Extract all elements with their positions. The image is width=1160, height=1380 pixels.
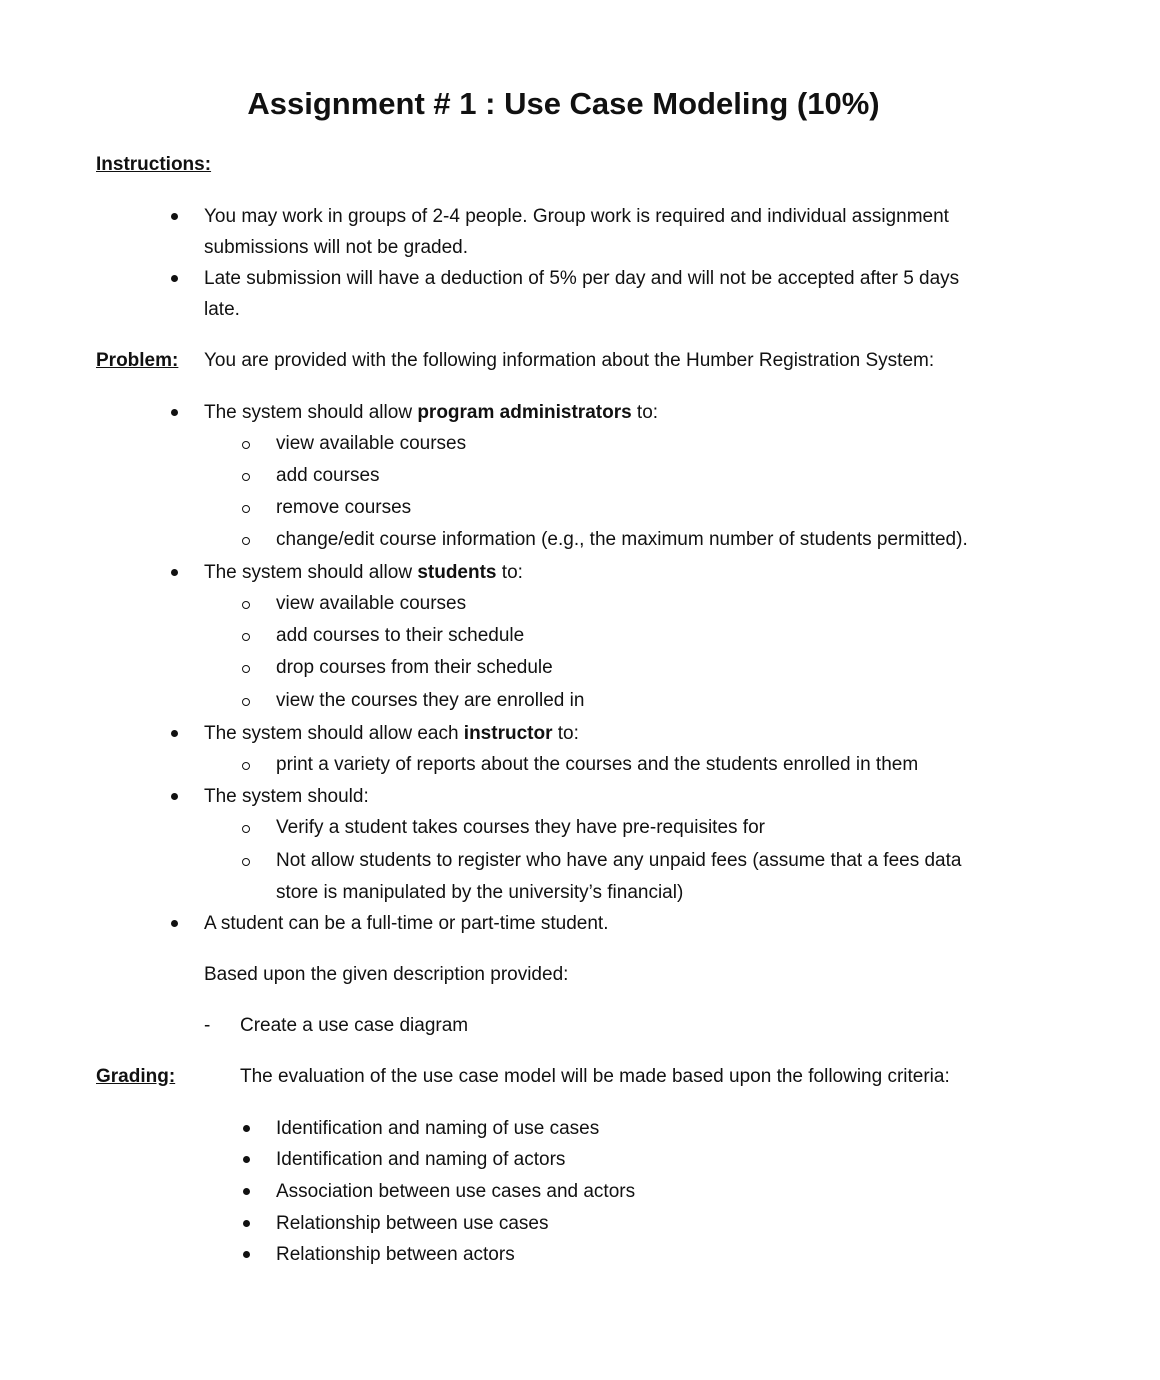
bullet-icon <box>168 205 180 229</box>
requirement-instructor: The system should allow each instructor to: <box>204 723 579 744</box>
instruction-item-1-line-2: submissions will not be graded. <box>204 237 469 258</box>
actor-name: students <box>417 562 497 583</box>
bullet-icon <box>168 912 180 936</box>
circle-bullet-icon <box>240 592 252 616</box>
circle-bullet-icon <box>240 432 252 456</box>
list-item: Identification and naming of use cases <box>276 1118 600 1139</box>
instructions-label: Instructions: <box>96 154 212 175</box>
list-item-continuation: store is manipulated by the university’s financial) <box>276 882 684 903</box>
grading-intro: The evaluation of the use case model will be made based upon the following criteria: <box>240 1066 950 1087</box>
requirement-admins: The system should allow program administrators to: <box>204 402 659 423</box>
problem-intro: You are provided with the following information about the Humber Registration System: <box>204 350 935 371</box>
based-upon-text: Based upon the given description provided: <box>204 964 569 985</box>
bullet-icon <box>168 722 180 746</box>
bullet-icon <box>168 561 180 585</box>
list-item: Verify a student takes courses they have pre-requisites for <box>276 817 765 838</box>
circle-bullet-icon <box>240 656 252 680</box>
list-item: Not allow students to register who have any unpaid fees (assume that a fees data <box>276 850 962 871</box>
bullet-icon <box>240 1117 252 1141</box>
list-item: remove courses <box>276 497 412 518</box>
circle-bullet-icon <box>240 496 252 520</box>
circle-bullet-icon <box>240 753 252 777</box>
bullet-icon <box>240 1148 252 1172</box>
instruction-item-2-line-2: late. <box>204 299 240 320</box>
list-item: print a variety of reports about the courses and the students enrolled in them <box>276 754 919 775</box>
list-item: Relationship between use cases <box>276 1213 549 1234</box>
bullet-icon <box>168 267 180 291</box>
requirement-student-type: A student can be a full-time or part-time student. <box>204 913 609 934</box>
instruction-item-2-line-1: Late submission will have a deduction of 5% per day and will not be accepted after 5 days <box>204 268 960 289</box>
bullet-icon <box>240 1243 252 1267</box>
list-item: add courses to their schedule <box>276 625 525 646</box>
page-title: Assignment # 1 : Use Case Modeling (10%) <box>247 86 880 121</box>
problem-label: Problem: <box>96 350 179 371</box>
grading-label: Grading: <box>96 1066 176 1087</box>
circle-bullet-icon <box>240 816 252 840</box>
dash-bullet: - <box>204 1015 211 1036</box>
bullet-icon <box>168 785 180 809</box>
list-item: drop courses from their schedule <box>276 657 553 678</box>
list-item: view available courses <box>276 433 467 454</box>
requirement-system: The system should: <box>204 786 369 807</box>
circle-bullet-icon <box>240 849 252 873</box>
list-item: view available courses <box>276 593 467 614</box>
bullet-icon <box>168 401 180 425</box>
list-item: change/edit course information (e.g., the maximum number of students permitted). <box>276 529 968 550</box>
list-item: Identification and naming of actors <box>276 1149 566 1170</box>
list-item: Association between use cases and actors <box>276 1181 636 1202</box>
circle-bullet-icon <box>240 464 252 488</box>
circle-bullet-icon <box>240 689 252 713</box>
task-text: Create a use case diagram <box>240 1015 469 1036</box>
instruction-item-1-line-1: You may work in groups of 2-4 people. Group work is required and individual assignment <box>204 206 949 227</box>
bullet-icon <box>240 1180 252 1204</box>
circle-bullet-icon <box>240 528 252 552</box>
actor-name: instructor <box>463 723 553 744</box>
list-item: Relationship between actors <box>276 1244 515 1265</box>
actor-name: program administrators <box>417 402 632 423</box>
list-item: add courses <box>276 465 380 486</box>
requirement-students: The system should allow students to: <box>204 562 523 583</box>
bullet-icon <box>240 1212 252 1236</box>
list-item: view the courses they are enrolled in <box>276 690 585 711</box>
circle-bullet-icon <box>240 624 252 648</box>
